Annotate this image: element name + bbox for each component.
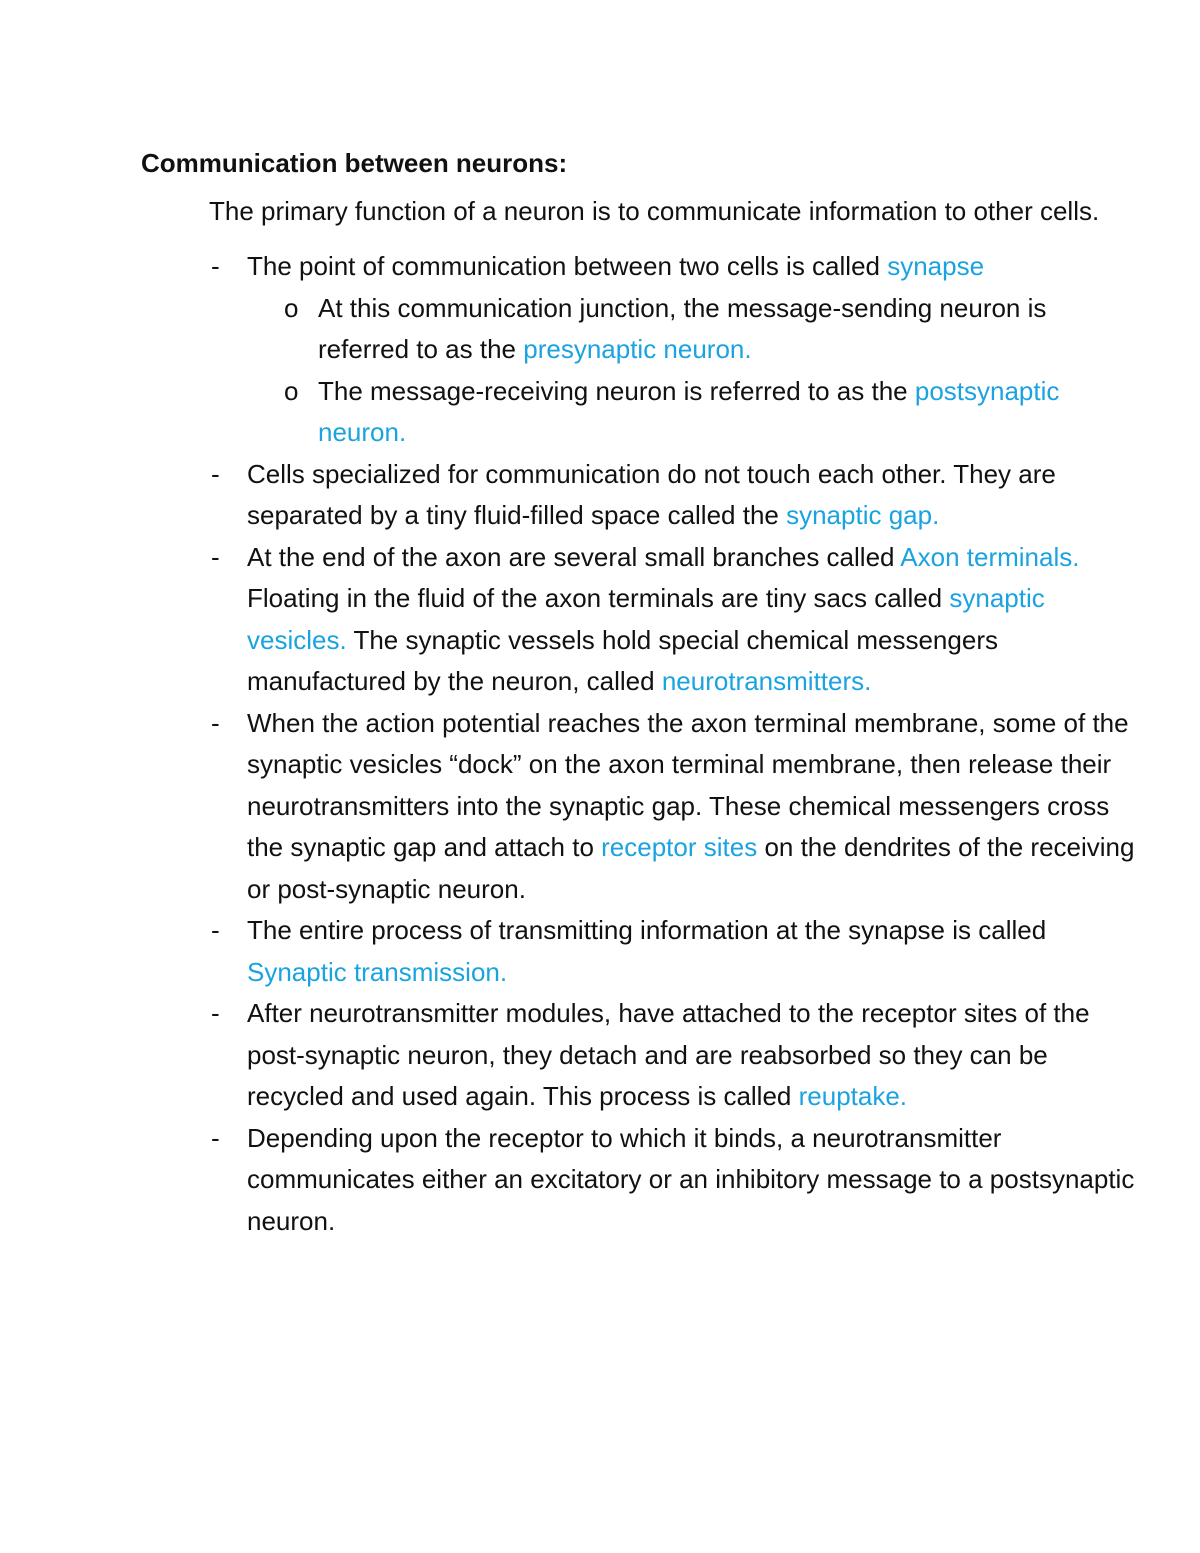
text-run: After neurotransmitter modules, have attached to the receptor sites of the post-synaptic neuron, they detach and are reabsorbed so they can be recycled and used again. This process is called xyxy=(247,998,1090,1111)
highlighted-term: Axon terminals. xyxy=(900,541,1080,572)
highlighted-term: neurotransmitters. xyxy=(661,666,872,696)
text-run: Depending upon the receptor to which it binds, a neurotransmitter communicates either an excitatory or an inhibitory message to a postsynaptic neuron. xyxy=(247,1122,1135,1236)
bullet-item xyxy=(141,993,1141,1118)
intro-paragraph: The primary function of a neuron is to communicate information to other cells. xyxy=(209,195,1100,226)
sub-bullet-item xyxy=(247,371,1141,454)
sub-bullet-text xyxy=(318,376,1059,448)
dash-bullet-marker: - xyxy=(211,541,220,572)
bullet-item xyxy=(141,910,1141,993)
dash-bullet-marker: - xyxy=(211,998,220,1028)
highlighted-term: reuptake. xyxy=(798,1081,908,1111)
dash-bullet-marker: - xyxy=(211,458,220,489)
bullet-text xyxy=(247,542,1079,697)
sub-bullet-list xyxy=(247,288,1141,454)
text-run: When the action potential reaches the axon terminal membrane, some of the synaptic vesicles “dock” on the axon terminal membrane, then release their neurotransmitters into the synaptic gap. These chemical messengers cross the synaptic gap and attach to xyxy=(247,707,1129,862)
text-run: At this communication junction, the message-sending neuron is referred to as the xyxy=(318,292,1047,364)
bullet-text xyxy=(247,915,1046,987)
dash-bullet-marker: - xyxy=(211,915,220,945)
sub-bullet-item xyxy=(247,288,1141,371)
circle-bullet-marker: o xyxy=(284,375,299,406)
dash-bullet-marker: - xyxy=(211,251,220,281)
text-run: Floating in the fluid of the axon terminals are tiny sacs called xyxy=(247,583,950,613)
text-run: The message-receiving neuron is referred to as the xyxy=(318,375,915,406)
highlighted-term: postsynaptic neuron. xyxy=(318,375,1060,447)
text-run: At the end of the axon are several small branches called xyxy=(247,541,901,572)
text-run: The point of communication between two cells is called xyxy=(247,251,888,281)
bullet-text xyxy=(247,251,984,281)
document-body xyxy=(141,143,1141,1242)
highlighted-term: receptor sites xyxy=(601,832,758,862)
bullet-text xyxy=(247,459,1056,531)
bullet-item xyxy=(141,537,1141,703)
highlighted-term: synaptic vesicles. xyxy=(247,583,1045,655)
highlighted-term: presynaptic neuron. xyxy=(523,334,752,364)
section-heading: Communication between neurons: xyxy=(141,148,568,178)
text-run: on the dendrites of the receiving or post-synaptic neuron. xyxy=(247,832,1135,904)
bullet-text xyxy=(247,708,1134,904)
text-run: The entire process of transmitting information at the synapse is called xyxy=(247,915,1047,945)
sub-bullet-text xyxy=(318,293,1046,365)
bullet-item xyxy=(141,1118,1141,1243)
bullet-item xyxy=(141,703,1141,911)
bullet-list xyxy=(141,246,1141,1242)
dash-bullet-marker: - xyxy=(211,707,220,738)
bullet-text xyxy=(247,1123,1134,1236)
text-run: The synaptic vessels hold special chemical messengers manufactured by the neuron, called xyxy=(247,624,998,696)
bullet-text xyxy=(247,998,1090,1111)
bullet-item xyxy=(141,246,1141,454)
highlighted-term: synapse xyxy=(887,251,985,281)
text-run: Cells specialized for communication do not touch each other. They are separated by a tiny fluid-filled space called the xyxy=(247,458,1056,530)
circle-bullet-marker: o xyxy=(284,292,299,323)
highlighted-term: Synaptic transmission. xyxy=(247,956,508,987)
dash-bullet-marker: - xyxy=(211,1122,220,1153)
highlighted-term: synaptic gap. xyxy=(786,500,940,530)
bullet-item xyxy=(141,454,1141,537)
